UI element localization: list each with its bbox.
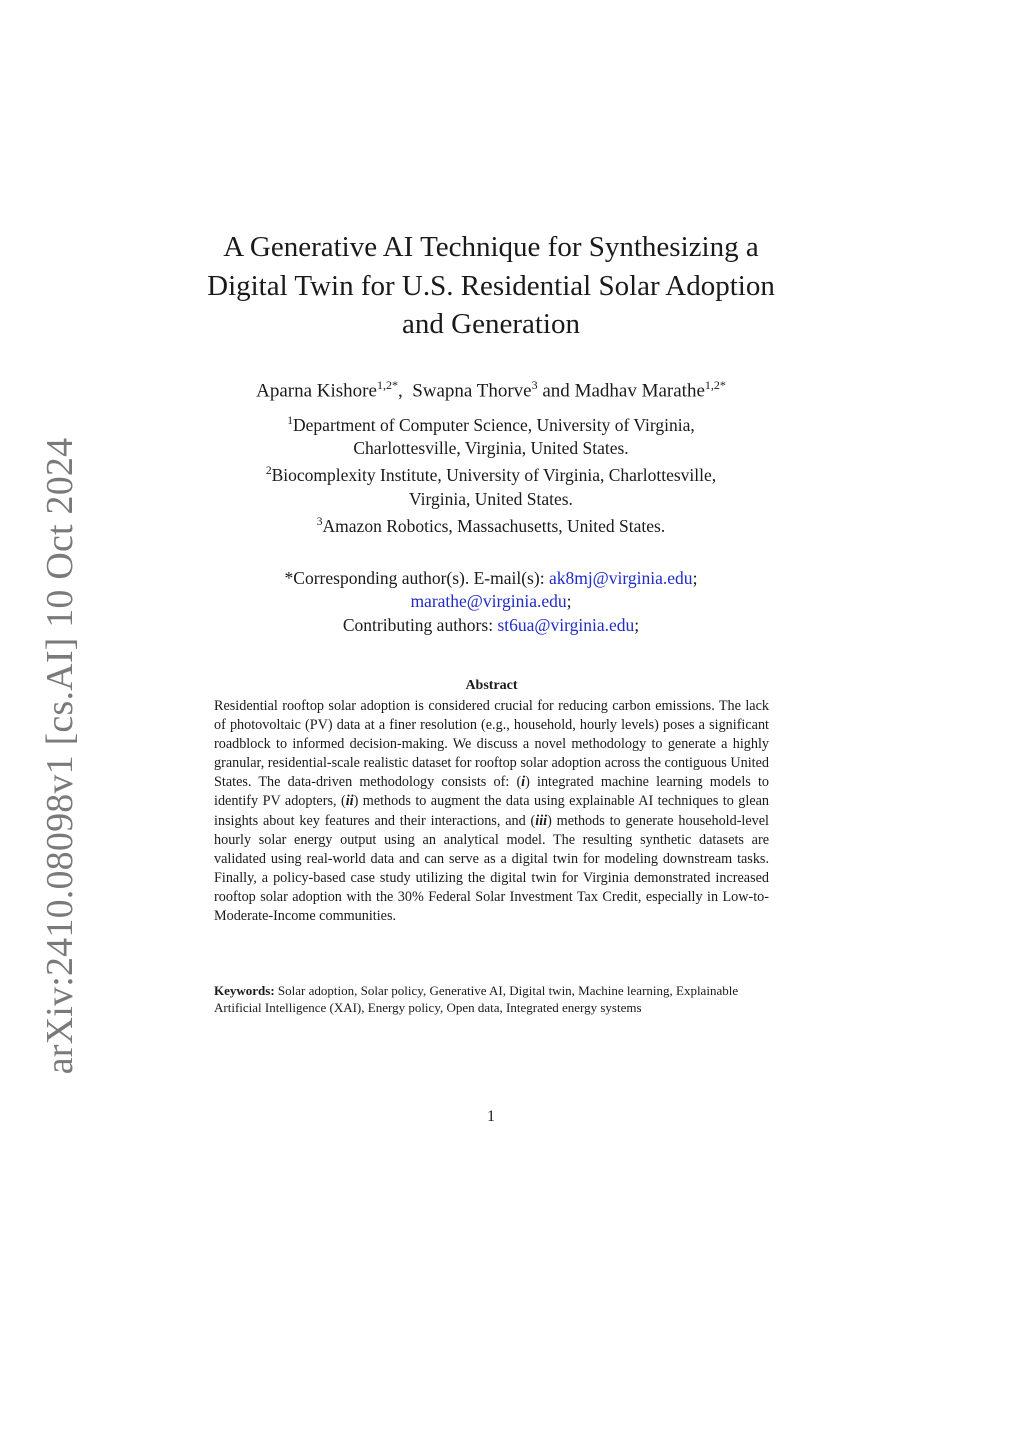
abstract-text xyxy=(214,697,769,926)
author-name: Swapna Thorve xyxy=(412,380,532,402)
affiliation-mark: 2 xyxy=(265,465,272,478)
affiliation-1-cont: Charlottesville, Virginia, United States. xyxy=(353,438,629,459)
title-line: Digital Twin for U.S. Residential Solar Adoption xyxy=(207,269,775,302)
title-line: and Generation xyxy=(402,308,580,340)
affiliation-text: Department of Computer Science, University of Virginia, xyxy=(293,414,695,435)
arxiv-identifier: arXiv:2410.08098v1 [cs.AI] 10 Oct 2024 xyxy=(39,437,81,1075)
affiliations xyxy=(180,410,802,538)
enumeration-marker: ii xyxy=(345,793,354,810)
affiliation-1 xyxy=(180,410,802,437)
author-separator: and xyxy=(537,380,575,402)
affiliation-2 xyxy=(180,460,802,487)
email-separator: ; xyxy=(566,591,572,612)
email-separator: ; xyxy=(634,614,640,635)
author-affiliation-mark: 3 xyxy=(531,378,538,392)
affiliation-mark: 3 xyxy=(316,515,323,528)
affiliation-2-cont: Virginia, United States. xyxy=(409,488,573,509)
contributing-line xyxy=(180,614,802,637)
enumeration-marker: iii xyxy=(535,812,548,829)
affiliation-mark: 1 xyxy=(287,415,294,427)
affiliation-text: Amazon Robotics, Massachusetts, United States. xyxy=(322,515,666,536)
title-line: A Generative AI Technique for Synthesizing a xyxy=(223,231,759,263)
paper-title xyxy=(180,228,802,344)
author-list xyxy=(180,372,802,404)
contributing-label: Contributing authors: xyxy=(342,614,498,635)
email-link[interactable]: st6ua@virginia.edu xyxy=(497,614,635,635)
keywords-label: Keywords: xyxy=(214,983,275,998)
corresponding-line xyxy=(180,567,802,590)
author-name: Madhav Marathe xyxy=(574,380,705,402)
correspondence xyxy=(180,567,802,637)
author-affiliation-mark: 1,2* xyxy=(376,378,398,392)
abstract-segment: ) integrated machine learning models to identify PV adopters, ( xyxy=(214,774,769,810)
page-number: 1 xyxy=(487,1108,495,1125)
author-affiliation-mark: 1,2* xyxy=(704,378,726,392)
enumeration-marker: i xyxy=(521,774,526,791)
corresponding-line xyxy=(180,590,802,613)
keywords-text: Solar adoption, Solar policy, Generative AI, Digital twin, Machine learning, Explainable Artificial Intelligence (XAI), Energy policy, Open data, Integrated energy systems xyxy=(214,983,739,1015)
email-link[interactable]: marathe@virginia.edu xyxy=(410,591,567,612)
abstract-heading: Abstract xyxy=(465,678,518,693)
affiliation-3 xyxy=(180,511,802,538)
author-name: Aparna Kishore xyxy=(256,380,377,402)
email-separator: ; xyxy=(692,568,698,588)
abstract-segment: Residential rooftop solar adoption is considered crucial for reducing carbon emissions. The lack of photovoltaic (PV) data at a finer resolution (e.g., household, hourly levels) poses a significant roadblock to informed decision-making. We discuss a novel methodology to generate a highly granular, residential-scale realistic dataset for rooftop solar adoption across the contiguous United States. The data-driven methodology consists of: ( xyxy=(214,698,769,791)
corresponding-label: *Corresponding author(s). E-mail(s): xyxy=(284,568,549,588)
author-separator: , xyxy=(397,380,413,402)
abstract-segment: ) methods to generate household-level hourly solar energy output using an analytical model. The resulting synthetic datasets are validated using real-world data and can serve as a digital twin for modeling downstream tasks. Finally, a policy-based case study utilizing the digital twin for Virginia demonstrated increased rooftop solar adoption with the 30% Federal Solar Investment Tax Credit, especially in Low-to-Moderate-Income communities. xyxy=(214,812,770,925)
abstract-segment: ) methods to augment the data using explainable AI techniques to glean insights about key features and their interactions, and ( xyxy=(214,793,770,829)
affiliation-text: Biocomplexity Institute, University of Virginia, Charlottesville, xyxy=(271,465,717,486)
keywords xyxy=(214,982,769,1016)
email-link[interactable]: ak8mj@virginia.edu xyxy=(548,568,693,588)
